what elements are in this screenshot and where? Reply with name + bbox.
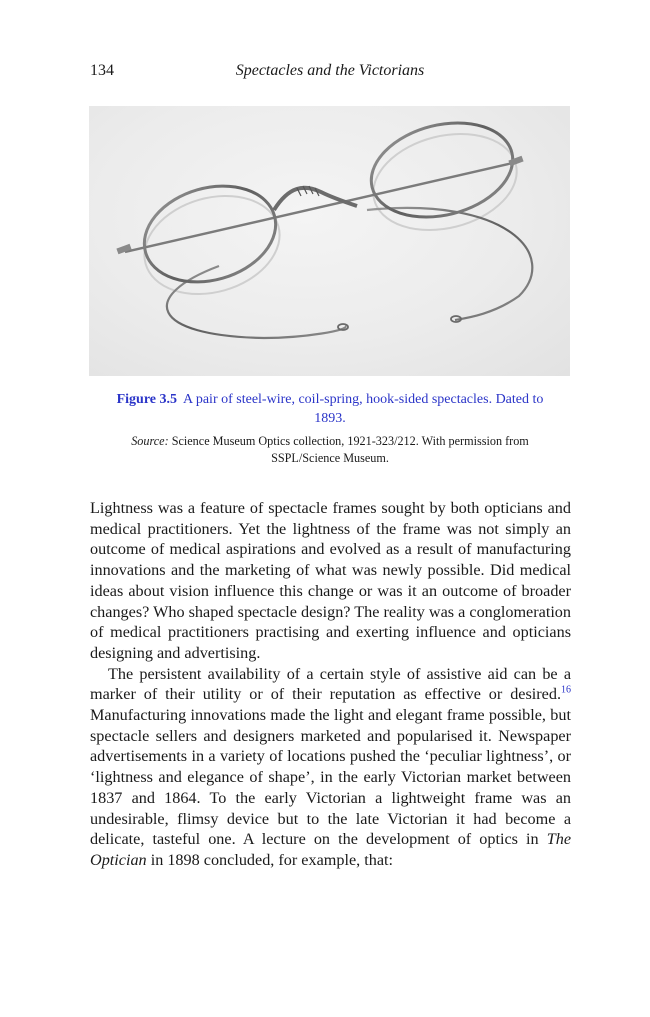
paragraph-2 (90, 664, 571, 871)
figure-caption (100, 390, 560, 428)
right-lens (361, 109, 522, 231)
figure-label: Figure 3.5 (116, 392, 177, 407)
paragraph-2-part-c: in 1898 concluded, for example, that: (146, 850, 393, 869)
temple-bar (125, 162, 517, 252)
figure-photo-spectacles (89, 106, 570, 376)
footnote-ref[interactable]: 16 (561, 684, 571, 696)
paragraph-2-part-a: The persistent availability of a certain style of assistive aid can be a marker of their utility or of their reputation as effective or desired. (90, 664, 571, 704)
left-hinge (116, 244, 131, 254)
figure-caption-text: A pair of steel-wire, coil-spring, hook-sided spectacles. Dated to 1893. (183, 392, 544, 426)
paragraph-2-part-b: Manufacturing innovations made the light and elegant frame possible, but spectacle sellers and designers marketed and popularised it. Newspaper advertisements in a variety of locations pushed the ‘peculiar lightness’, or ‘lightness and elegance of shape’, in the early Victorian market between 1837 and 1864. To the early Victorian a lightweight frame was an undesirable, flimsy device but to the late Victorian it had become a delicate, tasteful one. A lecture on the development of optics in (90, 706, 571, 849)
running-title: Spectacles and the Victorians (235, 62, 425, 79)
source-text: Science Museum Optics collection, 1921-323/212. With permission from SSPL/Science Museum. (171, 434, 529, 465)
journal-title: The Optician (90, 830, 571, 869)
left-temple-hook (167, 266, 346, 338)
left-lens (133, 171, 287, 296)
body-text (90, 498, 571, 871)
right-temple-hook (367, 208, 532, 320)
figure-source (100, 433, 560, 467)
page-number: 134 (90, 62, 114, 79)
coil-spring-bridge (274, 188, 357, 210)
spectacles-illustration (89, 106, 570, 376)
source-label: Source: (131, 434, 169, 448)
running-head (90, 62, 570, 84)
paragraph-1: Lightness was a feature of spectacle frames sought by both opticians and medical practitioners. Yet the lightness of the frame was not simply an outcome of medical aspirations and evolved as a result of manufacturing innovations and the marketing of what was newly possible. Did medical ideas about vision influence this change or was it an outcome of broader changes? Who shaped spectacle design? The reality was a conglomeration of medical practitioners practising and exerting influence and opticians designing and advertising. (90, 499, 571, 662)
